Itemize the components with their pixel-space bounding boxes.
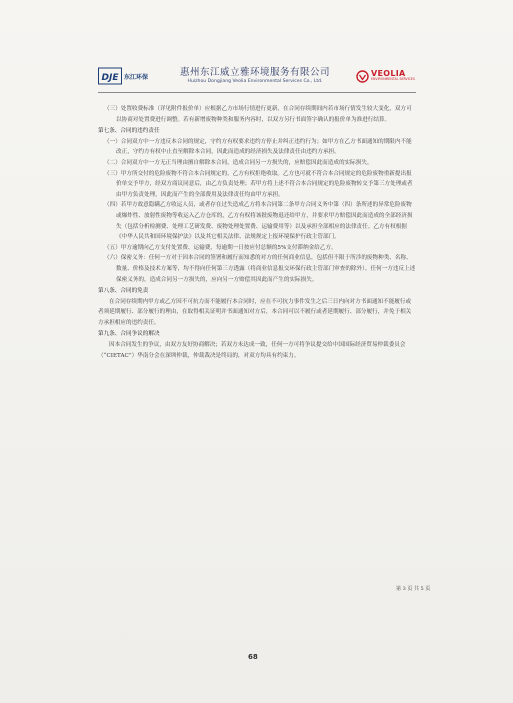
company-name-en: Huizhou Dongjiang Veolia Environmental Services Co., Ltd. [187, 78, 323, 84]
dongjiang-logo-icon [98, 66, 122, 86]
contract-body [98, 104, 416, 361]
clause-paragraph: （三）处置收费标准（详见附件报价单）应根据乙方市场行情进行更新，在合同存续期间内若市场行情发生较大变化，双方可以协商对处置费进行调整。若有新增废物种类和服务内容时，以双方另行书面签字确认的报价单为准进行结算。 [104, 106, 412, 123]
section-heading: 第九条、合同争议的解决 [98, 331, 160, 338]
svg-text:DJE: DJE [101, 73, 119, 83]
veolia-logo [356, 70, 416, 83]
dongjiang-logo [98, 64, 154, 88]
dongjiang-logo-text: 东江环保 [124, 73, 149, 81]
clause-paragraph: （六）保密义务：任何一方对于因本合同的签署和履行而知悉的对方的任何商业信息，包括但不限于所涉的废物种类、名称、数量、价格及技术方案等，均不得向任何第三方透露（将商业信息报交环保行政主管部门审查的除外）。任何一方违反上述保密义务的，造成合同另一方损失的，应向另一方赔偿其因此而产生的实际损失。 [104, 255, 416, 283]
veolia-logo-icon [356, 70, 369, 83]
clause-paragraph: （三）甲方所交付的危险废物不符合本合同规定的，乙方有权拒绝收取。乙方也可就不符合本合同规定的危险废物重新提出报价单交予甲方，经双方商议同意后，由乙方负责处理；若甲方将上述不符合本合同规定的危险废物转交予第三方处理或者由甲方负责处理，因此而产生的全部费用及法律责任均由甲方承担。 [104, 170, 413, 198]
clause-paragraph: （二）合同双方中一方无正当理由擅自解除本合同，造成合同另一方损失的，应赔偿因此而造成的实际损失。 [104, 159, 373, 166]
clause-paragraph: 因本合同发生的争议，由双方友好协商解决；若双方未达成一致，任何一方可将争议提交给中国国际经济贸易仲裁委员会（“CIETAC”）华南分会在深圳仲裁，仲裁裁决是终局的，对双方均具有约束力。 [98, 342, 406, 359]
company-name-block [154, 68, 356, 83]
header-divider [98, 92, 416, 93]
page-number: 68 [248, 653, 258, 661]
clause-paragraph: （四）若甲方故意隐瞒乙方收运人员，或者存在过失造成乙方将本合同第二条甲方合同义务中第（四）条所述的异常危险废物或爆炸性、放射性废物等收运入乙方仓库的，乙方有权将该批废物退还给甲方，并要求甲方赔偿因此而造成的全部经济损失（包括分析检测费、处理工艺研发费、废物处理处置费、运输费用等）以及承担全部相应的法律责任。乙方有权根据《中华人民共和国环境保护法》以及其它相关法律、法规规定上报环境保护行政主管部门。 [104, 202, 413, 241]
clause-paragraph: 在合同存续期内甲方或乙方因不可抗力而不能履行本合同时，应在不可抗力事件发生之后三日内向对方书面通知不能履行或者须延期履行、部分履行的理由，在取得相关证明并书面通知对方后，本合同可以不履行或者延期履行、部分履行，并免于相关方承担相应的违约责任。 [98, 298, 412, 326]
veolia-name: VEOLIA [371, 69, 406, 79]
section-heading: 第八条、合同的免责 [98, 288, 149, 295]
page-of-total: 第 3 页 共 5 页 [396, 586, 431, 592]
section-heading: 第七条、合同的违约责任 [98, 128, 160, 135]
letterhead [98, 62, 416, 90]
clause-paragraph: （五）甲方逾期向乙方支付处置费、运输费，每逾期一日按应付总额的5%支付滞纳金给乙方。 [104, 244, 337, 251]
company-name-cn: 惠州东江威立雅环境服务有限公司 [179, 67, 330, 79]
clause-paragraph: （一）合同双方中一方违反本合同的规定，守约方有权要求违约方停止并纠正违约行为；如甲方在乙方书面通知的期限内不能改正，守约方有权中止直至解除本合同，因此而造成的经济损失及法律责任由违约方承担。 [104, 138, 412, 156]
veolia-subtitle: ENVIRONMENTAL SERVICES [371, 77, 415, 82]
veolia-wordmark [371, 70, 415, 81]
